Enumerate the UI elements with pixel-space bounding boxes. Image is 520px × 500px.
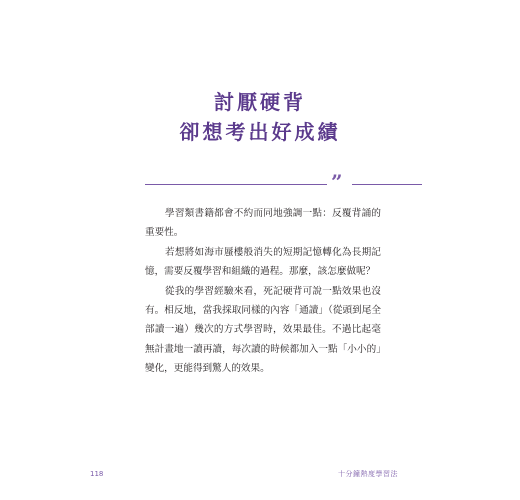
paragraph-3: 從我的學習經驗來看，死記硬背可說一點效果也沒有。相反地，當我採取同樣的內容「通讀」（從頭到尾全部讀一遍）幾次的方式學習時，效果最佳。不過比起毫無計畫地一讀再讀，每次讀的時候都加入一點「小小的」變化，更能得到驚人的效果。 — [145, 285, 381, 375]
chapter-title-line-1: 討厭硬背 — [214, 90, 306, 114]
chapter-title-line-2: 卻想考出好成績 — [179, 120, 341, 144]
paragraph-1: 學習類書籍都會不約而同地強調一點：反覆背誦的重要性。 — [145, 208, 381, 239]
page-number: 118 — [90, 470, 104, 478]
divider-left — [145, 184, 327, 185]
body-text — [145, 204, 381, 379]
running-footer-book-title: 十分鐘熱度學習法 — [338, 470, 398, 478]
paragraph-2: 若想將如海市蜃樓般消失的短期記憶轉化為長期記憶，需要反覆學習和組織的過程。那麼，該怎麼做呢？ — [145, 246, 381, 278]
quote-mark-icon: ” — [331, 170, 343, 194]
divider-right — [352, 184, 422, 185]
